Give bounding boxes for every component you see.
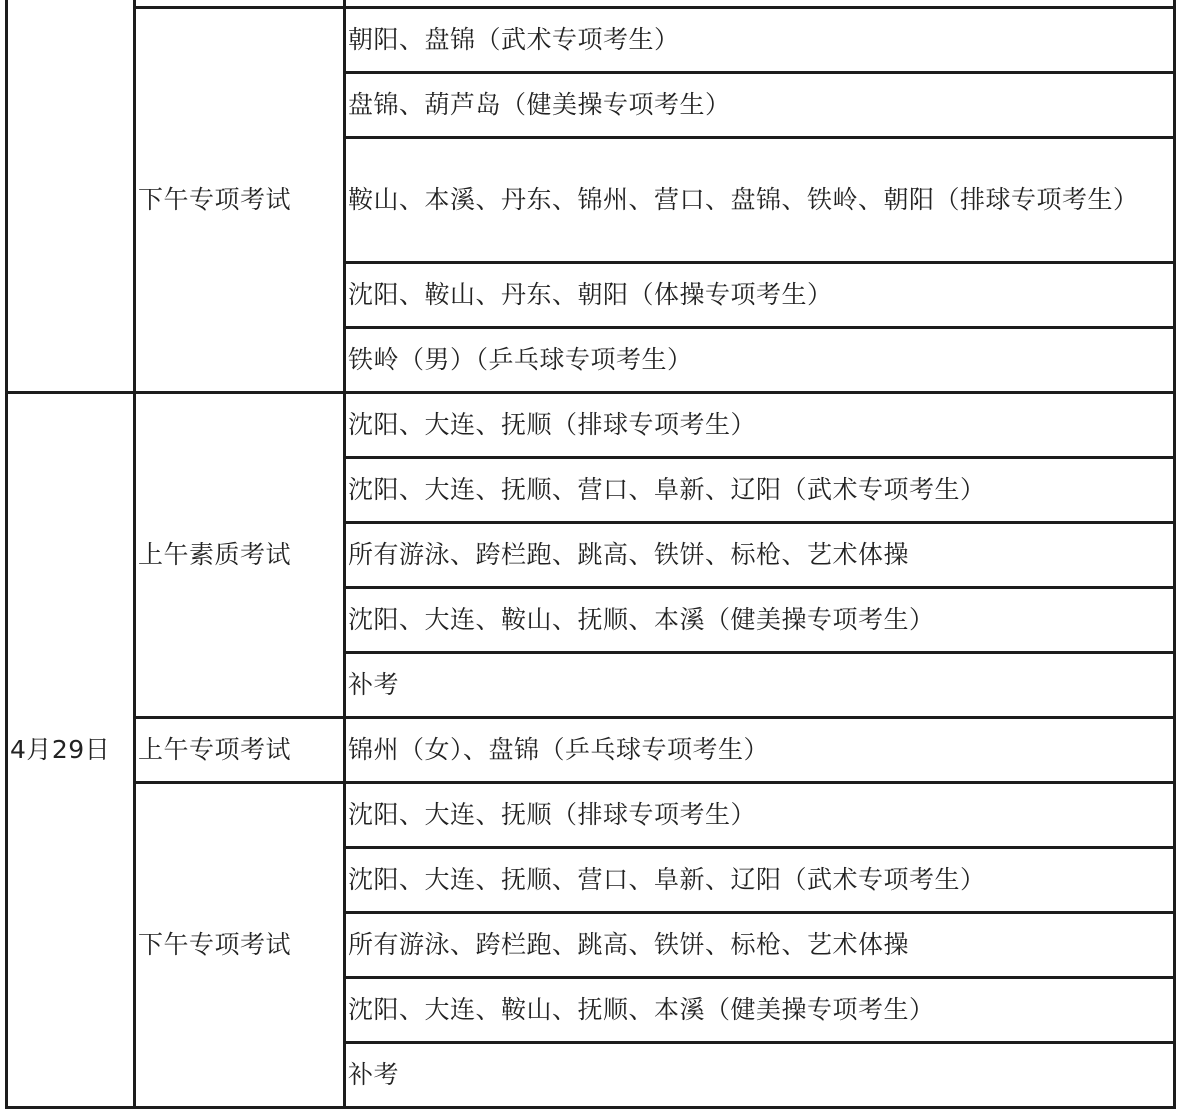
session-cell: 下午专项考试 [135,8,345,393]
detail-cell: 补考 [345,653,1175,718]
date-cell [7,0,135,393]
table-row [7,8,1175,73]
table-row [7,718,1175,783]
detail-cell: 所有游泳、跨栏跑、跳高、铁饼、标枪、艺术体操 [345,913,1175,978]
detail-cell: 沈阳、大连、抚顺（排球专项考生） [345,783,1175,848]
exam-schedule-table [5,0,1176,1109]
detail-cell: 鞍山、本溪、丹东、锦州、营口、盘锦、铁岭、朝阳（排球专项考生） [345,138,1175,263]
detail-cell [345,0,1175,8]
detail-cell: 朝阳、盘锦（武术专项考生） [345,8,1175,73]
detail-cell: 锦州（女）、盘锦（乒乓球专项考生） [345,718,1175,783]
table-row [7,783,1175,848]
detail-cell: 沈阳、大连、抚顺、营口、阜新、辽阳（武术专项考生） [345,458,1175,523]
detail-cell: 补考 [345,1043,1175,1108]
table-row [7,0,1175,8]
detail-cell: 沈阳、鞍山、丹东、朝阳（体操专项考生） [345,263,1175,328]
session-cell: 上午专项考试 [135,718,345,783]
session-cell: 上午素质考试 [135,393,345,718]
detail-cell: 沈阳、大连、鞍山、抚顺、本溪（健美操专项考生） [345,588,1175,653]
table-row [7,393,1175,458]
session-cell [135,0,345,8]
detail-cell: 所有游泳、跨栏跑、跳高、铁饼、标枪、艺术体操 [345,523,1175,588]
detail-cell: 铁岭（男）（乒乓球专项考生） [345,328,1175,393]
date-cell: 4月29日 [7,393,135,1108]
detail-cell: 沈阳、大连、抚顺、营口、阜新、辽阳（武术专项考生） [345,848,1175,913]
detail-cell: 沈阳、大连、抚顺（排球专项考生） [345,393,1175,458]
detail-cell: 沈阳、大连、鞍山、抚顺、本溪（健美操专项考生） [345,978,1175,1043]
detail-cell: 盘锦、葫芦岛（健美操专项考生） [345,73,1175,138]
session-cell: 下午专项考试 [135,783,345,1108]
